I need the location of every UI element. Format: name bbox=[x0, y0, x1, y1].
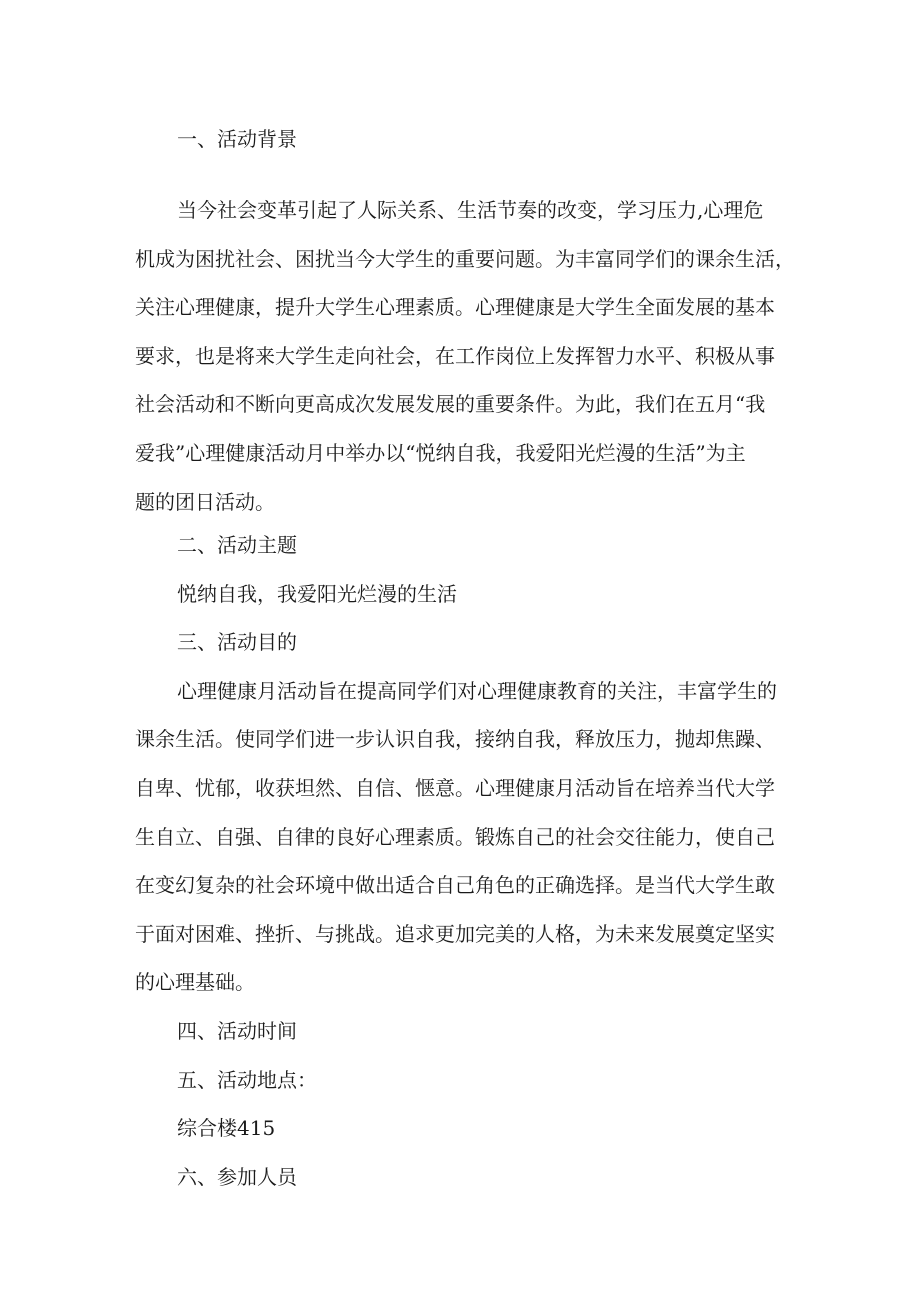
paragraph-line: 爱我”心理健康活动月中举办以“悦纳自我，我爱阳光烂漫的生活”为主 bbox=[135, 440, 746, 465]
section1-heading: 一、活动背景 bbox=[177, 127, 297, 151]
heading-activity-theme: 二、活动主题 bbox=[177, 533, 297, 557]
paragraph-line: 要求，也是将来大学生走向社会，在工作岗位上发挥智力水平、积极从事 bbox=[135, 343, 775, 368]
paragraph-activity-background bbox=[135, 186, 795, 526]
paragraph-activity-purpose bbox=[135, 667, 785, 1007]
paragraph-line: 机成为困扰社会、困扰当今大学生的重要问题。为丰富同学们的课余生活， bbox=[135, 246, 795, 271]
paragraph-line: 心理健康月活动旨在提高同学们对心理健康教育的关注，丰富学生的 bbox=[177, 678, 777, 703]
heading-activity-background bbox=[135, 115, 785, 164]
paragraph-line: 自卑、忧郁，收获坦然、自信、惬意。心理健康月活动旨在培养当代大学 bbox=[135, 775, 775, 800]
paragraph-line: 关注心理健康，提升大学生心理素质。心理健康是大学生全面发展的基本 bbox=[135, 295, 775, 320]
paragraph-line: 生自立、自强、自律的良好心理素质。锻炼自己的社会交往能力，使自己 bbox=[135, 824, 775, 849]
activity-location-text: 综合楼415 bbox=[177, 1116, 276, 1141]
paragraph-line: 于面对困难、挫折、与挑战。追求更加完美的人格，为未来发展奠定坚实 bbox=[135, 921, 775, 946]
heading-participants: 六、参加人员 bbox=[177, 1164, 297, 1189]
paragraph-line: 课余生活。使同学们进一步认识自我，接纳自我，释放压力，抛却焦躁、 bbox=[135, 727, 775, 752]
heading-activity-time: 四、活动时间 bbox=[177, 1018, 297, 1043]
paragraph-line: 的心理基础。 bbox=[135, 970, 255, 995]
heading-activity-location: 五、活动地点： bbox=[177, 1067, 317, 1092]
paragraph-line: 当今社会变革引起了人际关系、生活节奏的改变，学习压力,心理危 bbox=[177, 198, 764, 222]
paragraph-line: 在变幻复杂的社会环境中做出适合自己角色的正确选择。是当代大学生敢 bbox=[135, 873, 775, 898]
paragraph-line: 社会活动和不断向更高成次发展发展的重要条件。为此，我们在五月“我 bbox=[135, 392, 766, 417]
heading-activity-purpose: 三、活动目的 bbox=[177, 630, 297, 655]
document-body-rest bbox=[135, 521, 785, 1201]
paragraph-line: 题的团日活动。 bbox=[135, 489, 275, 514]
activity-theme-text: 悦纳自我，我爱阳光烂漫的生活 bbox=[177, 581, 457, 606]
